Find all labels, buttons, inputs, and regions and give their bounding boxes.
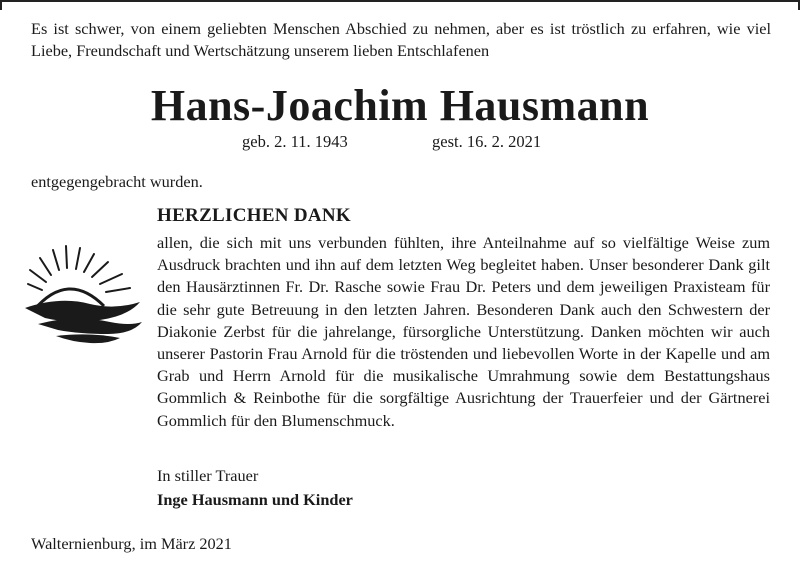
- thanks-body: allen, die sich mit uns verbunden fühlten, ihre Anteilnahme auf so vielfältige Weise zum Ausdruck brachten und ihn auf dem letzten Weg begleitet haben. Unser besonderer Dank gilt den Hausärztinnen Fr. Dr. Rasche sowie Frau Dr. Peters und dem jeweiligen Praxisteam für die sehr gute Betreuung in den letzten Jahren. Besonderen Dank auch den Schwestern der Diakonie Zerbst für die jahrelange, fürsorgliche Unterstützung. Danken möchten wir auch unserer Pastorin Frau Arnold für die tröstenden und liebevollen Worte in der Kapelle und am Grab und Herrn Arnold für die musikalische Umrahmung sowie dem Bestattungshaus Gommlich & Reinbothe für die sorgfältige Ausrichtung der Trauerfeier und der Gärtnerei Gommlich für den Blumenschmuck.: [157, 233, 770, 430]
- sunset-over-hills-icon: [20, 240, 145, 355]
- birth-date: geb. 2. 11. 1943: [242, 132, 348, 151]
- signature-line-1: In stiller Trauer: [157, 466, 259, 485]
- top-border: [0, 0, 800, 10]
- intro-text: Es ist schwer, von einem geliebten Menschen Abschied zu nehmen, aber es ist tröstlich zu erfahren, wie viel Liebe, Freundschaft und Wertschätzung unserem lieben Entschlafenen: [31, 19, 771, 60]
- thanks-heading: HERZLICHEN DANK: [157, 205, 351, 226]
- deceased-name: Hans-Joachim Hausmann: [150, 81, 650, 130]
- place-date: Walternienburg, im März 2021: [31, 534, 232, 553]
- death-date: gest. 16. 2. 2021: [432, 132, 542, 151]
- intro-tail-text: entgegengebracht wurden.: [31, 172, 203, 191]
- signature-line-2: Inge Hausmann und Kinder: [157, 490, 353, 509]
